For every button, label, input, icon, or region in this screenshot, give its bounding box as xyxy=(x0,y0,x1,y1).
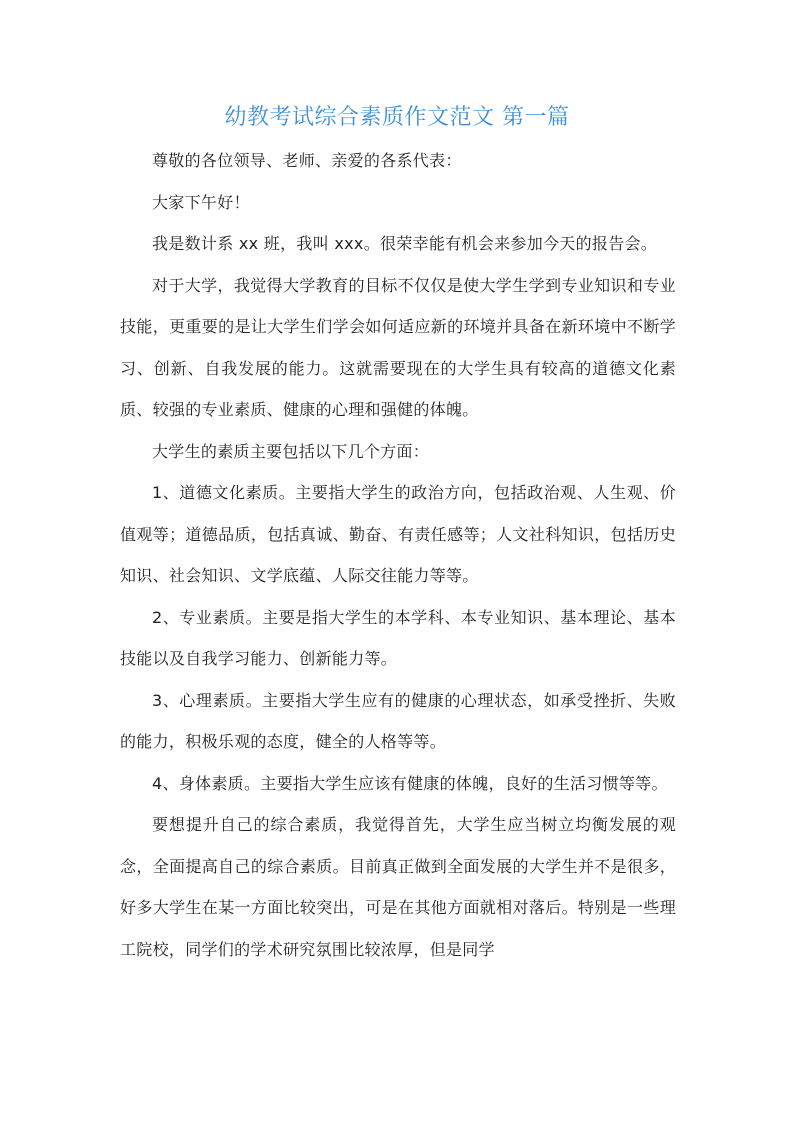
document-body xyxy=(120,140,676,970)
paragraph-university-goal: 对于大学，我觉得大学教育的目标不仅仅是使大学生学到专业知识和专业技能，更重要的是让大学生们学会如何适应新的环境并具备在新环境中不断学习、创新、自我发展的能力。这就需要现在的大学生具有较高的道德文化素质、较强的专业素质、健康的心理和强健的体魄。 xyxy=(120,275,676,419)
paragraph-physical-quality: 4、身体素质。主要指大学生应该有健康的体魄，良好的生活习惯等等。 xyxy=(152,773,668,793)
paragraph-quality-aspects: 大学生的素质主要包括以下几个方面： xyxy=(152,441,430,461)
paragraph-salutation: 尊敬的各位领导、老师、亲爱的各系代表： xyxy=(152,151,462,170)
paragraph-greeting: 大家下午好！ xyxy=(152,192,250,212)
paragraph-introduction: 我是数计系 xx 班，我叫 xxx。很荣幸能有机会来参加今天的报告会。 xyxy=(152,234,658,253)
paragraph-professional-quality: 2、专业素质。主要是指大学生的本学科、本专业知识、基本理论、基本技能以及自我学习能力、创新能力等。 xyxy=(120,607,676,668)
paragraph-moral-quality: 1、道德文化素质。主要指大学生的政治方向，包括政治观、人生观、价值观等；道德品质，包括真诚、勤奋、有责任感等；人文社科知识，包括历史知识、社会知识、文学底蕴、人际交往能力等等。 xyxy=(120,483,676,585)
paragraph-improvement: 要想提升自己的综合素质，我觉得首先，大学生应当树立均衡发展的观念，全面提高自己的综合素质。目前真正做到全面发展的大学生并不是很多，好多大学生在某一方面比较突出，可是在其他方面就相对落后。特别是一些理工院校，同学们的学术研究氛围比较浓厚，但是同学 xyxy=(120,815,676,959)
paragraph-psychological-quality: 3、心理素质。主要指大学生应有的健康的心理状态，如承受挫折、失败的能力，积极乐观的态度，健全的人格等等。 xyxy=(120,690,676,751)
document-title: 幼教考试综合素质作文范文 第一篇 xyxy=(224,105,570,130)
